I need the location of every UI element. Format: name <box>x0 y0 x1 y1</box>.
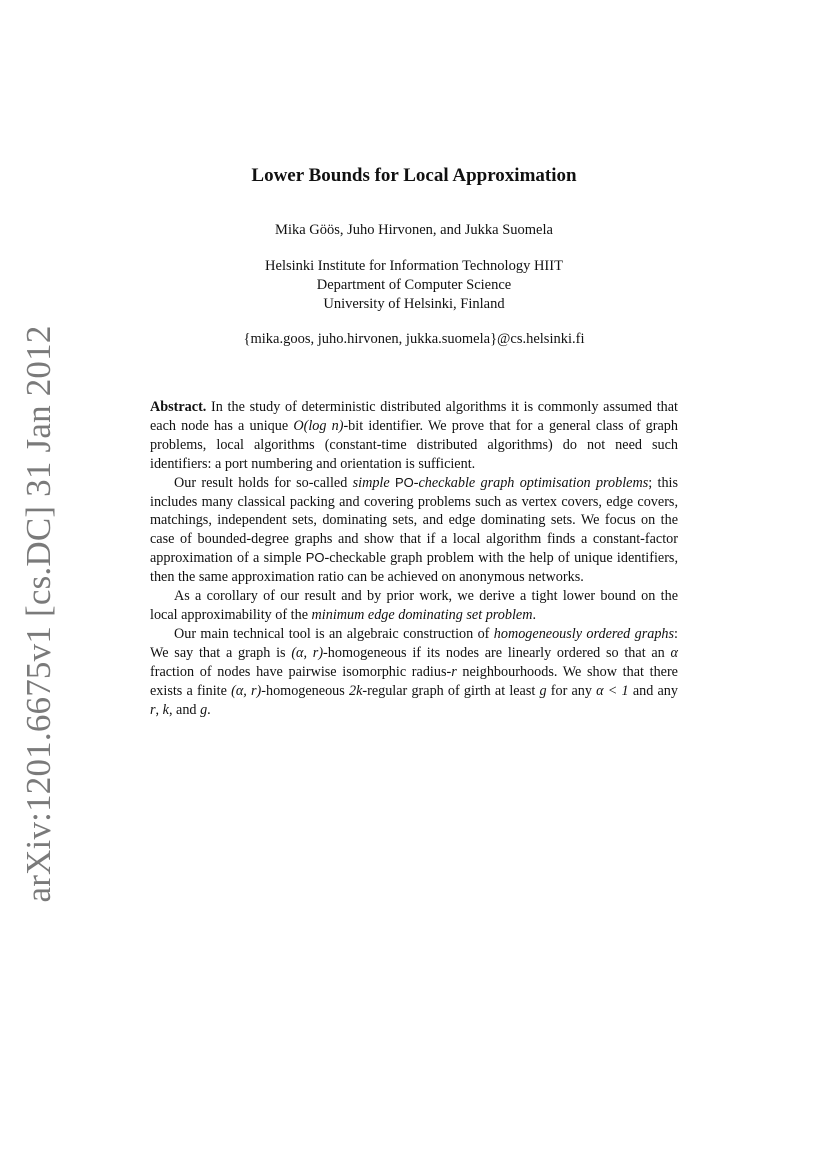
abstract-text: for any <box>546 682 597 699</box>
author-emails: {mika.goos, juho.hirvonen, jukka.suomela}@cs.helsinki.fi <box>243 331 585 347</box>
abstract-text: ; this includes many classical packing and covering problems such as vertex covers, edge covers, matchings, independent sets, dominating sets, and edge dominating sets. We focus on the case of bounded-degree graphs and show that if a local algorithm finds a constant-factor approximation of a simple <box>150 474 678 567</box>
abstract-text: As a corollary of our result and by prior work, we derive a tight lower bound on the local approximability of the <box>150 588 678 623</box>
emphasis: simple <box>352 474 395 491</box>
paper-title: Lower Bounds for Local Approximation <box>251 165 577 186</box>
math-inline: 2k <box>348 682 363 699</box>
abstract-text: -regular graph of girth at least <box>362 682 540 699</box>
abstract-text: , <box>155 701 163 718</box>
affiliation-line-university: University of Helsinki, Finland <box>323 296 505 312</box>
abstract-text: -bit identifier. We prove that for a general class of graph problems, local algorithms (constant-time distributed algorithms) do not need such identifiers: a port numbering and orientation is sufficient. <box>150 417 678 472</box>
abstract-paragraph-1 <box>150 398 678 474</box>
math-inline: r <box>150 701 156 718</box>
emphasis: homogeneously ordered graphs <box>493 625 675 642</box>
abstract-text: -homogeneous if its nodes are linearly ordered so that an <box>323 644 671 661</box>
math-inline: α <box>670 644 678 661</box>
affiliation-line-institute: Helsinki Institute for Information Technology HIIT <box>265 258 563 274</box>
abstract-paragraph-2 <box>150 474 678 587</box>
math-inline: k <box>162 701 169 718</box>
abstract-paragraph-4 <box>150 625 678 720</box>
abstract-text: : We say that a graph is <box>150 625 678 661</box>
arxiv-identifier-stamp: arXiv:1201.6675v1 [cs.DC] 31 Jan 2012 <box>19 325 58 903</box>
math-inline: O(log n) <box>293 417 344 434</box>
abstract-paragraph-3 <box>150 587 678 625</box>
po-term: PO <box>394 474 414 490</box>
abstract-text: In the study of deterministic distributed algorithms it is commonly assumed that each node has a unique <box>150 399 678 434</box>
math-inline: α < 1 <box>596 682 629 699</box>
abstract-text: and any <box>628 682 678 699</box>
emphasis: minimum edge dominating set problem <box>311 606 533 623</box>
math-inline: (α, r) <box>291 644 324 661</box>
abstract-text: -homogeneous <box>261 682 349 699</box>
affiliation-block <box>0 257 828 314</box>
abstract-label: Abstract. <box>150 399 207 415</box>
abstract-text: -checkable graph problem with the help of unique identifiers, then the same approximation ratio can be achieved on anonymous networks. <box>150 550 678 586</box>
po-term: PO <box>305 550 325 566</box>
author-list: Mika Göös, Juho Hirvonen, and Jukka Suomela <box>275 222 553 238</box>
abstract-text: Our main technical tool is an algebraic construction of <box>174 625 494 642</box>
math-inline: (α, r) <box>231 682 262 699</box>
affiliation-line-department: Department of Computer Science <box>316 277 512 293</box>
abstract-text: . <box>207 701 211 718</box>
abstract-text: neighbourhoods. We show that there exists a finite <box>150 663 678 699</box>
abstract-text: Our result holds for so-called <box>174 474 353 491</box>
math-inline: r <box>451 663 457 680</box>
abstract <box>150 398 678 719</box>
math-inline: g <box>539 682 547 699</box>
emphasis: -checkable graph optimisation problems <box>413 474 649 491</box>
abstract-text: , and <box>168 701 201 718</box>
abstract-text: . <box>532 606 537 623</box>
math-inline: g <box>200 701 208 718</box>
abstract-text: fraction of nodes have pairwise isomorphic radius- <box>150 663 452 680</box>
